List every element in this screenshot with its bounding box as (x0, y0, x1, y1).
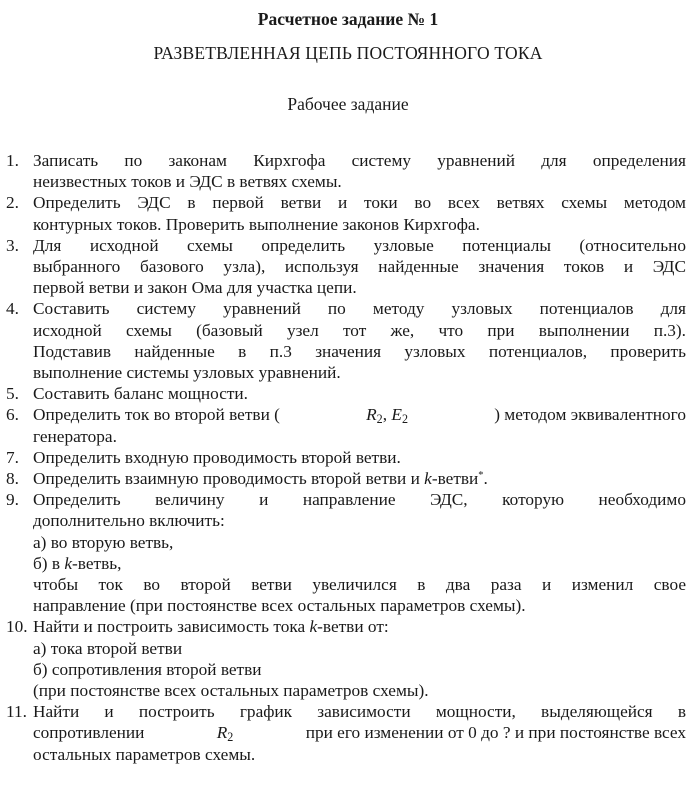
task-text-line: Определить величину и направление ЭДС, которую необходимо (33, 490, 686, 510)
task-text-line (33, 404, 686, 425)
task-text-line: Определить ЭДС в первой ветви и токи во всех ветвях схемы методом (33, 193, 686, 213)
task-text-line: (при постоянстве всех остальных параметров схемы). (33, 681, 429, 701)
task-text-line: дополнительно включить: (33, 511, 225, 531)
task-text-line: Для исходной схемы определить узловые потенциалы (относительно (33, 235, 686, 255)
task-item-2 (6, 192, 686, 234)
task-text-line: неизвестных токов и ЭДС в ветвях схемы. (33, 172, 342, 192)
task-text-segment: б) в (33, 553, 65, 573)
task-text-line: Найти и построить график зависимости мощности, выделяющейся в (33, 702, 686, 722)
task-number: 5. (6, 384, 19, 404)
task-item-10 (6, 616, 686, 701)
task-number: 2. (6, 193, 19, 213)
task-text-segment: -ветви от: (317, 617, 389, 637)
task-number: 4. (6, 299, 19, 319)
task-text-segment: ) методом эквивалентного (494, 405, 686, 425)
subscript-index: 2 (376, 412, 383, 427)
task-text-line: Определить входную проводимость второй ветви. (33, 447, 401, 467)
task-number: 7. (6, 447, 19, 467)
task-text-segment: -ветви (431, 469, 479, 489)
subscript-index: 2 (401, 412, 408, 427)
task-item-8 (6, 468, 686, 489)
task-text-line: Записать по законам Кирхгофа систему уравнений для определения (33, 151, 686, 170)
task-item-3 (6, 235, 686, 299)
task-text-line: Подставив найденные в п.3 значения узловых потенциалов, проверить (33, 341, 686, 361)
task-number: 3. (6, 235, 19, 255)
task-text-segment: Определить взаимную проводимость второй ветви и (33, 469, 425, 489)
task-number: 1. (6, 151, 19, 170)
task-text-line: исходной схемы (базовый узел тот же, что при выполнении п.3). (33, 320, 686, 340)
symbol-r: R (216, 723, 228, 743)
symbol-k: k (424, 469, 432, 489)
task-number: 11. (6, 702, 27, 722)
task-text-line: выбранного базового узла), используя найденные значения токов и ЭДС (33, 257, 686, 277)
task-number: 6. (6, 405, 19, 425)
task-text-segment: при его изменении от 0 до ? и при постоянстве всех (305, 723, 686, 743)
task-item-6 (6, 404, 686, 446)
document-title: Расчетное задание № 1 (257, 9, 439, 29)
task-item-1 (6, 150, 686, 192)
task-text-line: чтобы ток во второй ветви увеличился в два раза и изменил свое (33, 575, 686, 595)
task-text-segment: Определить ток во второй ветви ( (33, 405, 280, 425)
task-number: 8. (6, 469, 19, 489)
task-subitem-a: а) тока второй ветви (33, 638, 183, 658)
document-subtitle: РАЗВЕТВЛЕННАЯ ЦЕПЬ ПОСТОЯННОГО ТОКА (153, 43, 543, 63)
task-item-9 (6, 489, 686, 616)
task-text-line: Составить систему уравнений по методу узловых потенциалов для (33, 299, 686, 319)
task-subitem-b: б) сопротивления второй ветви (33, 659, 262, 679)
task-item-5 (6, 383, 686, 404)
task-text-line: выполнение системы узловых уравнений. (33, 363, 341, 383)
symbol-k: k (64, 553, 73, 573)
task-text-line: генератора. (33, 426, 117, 446)
task-number: 10. (6, 617, 28, 637)
task-text-line (33, 468, 686, 489)
task-text-segment: -ветвь, (72, 553, 122, 573)
subscript-index: 2 (227, 730, 234, 745)
task-item-7 (6, 447, 686, 468)
task-number: 9. (6, 490, 19, 510)
task-text-line: первой ветви и закон Ома для участка цепи. (33, 278, 357, 298)
task-text-line: контурных токов. Проверить выполнение законов Кирхгофа. (33, 214, 480, 234)
symbol-r: R (366, 405, 377, 425)
footnote-mark: * (478, 470, 484, 482)
separator: , (382, 405, 392, 425)
formula-r2 (217, 722, 234, 743)
task-text-line (33, 616, 686, 637)
formula-r2-e2 (366, 404, 408, 425)
task-text-line: остальных параметров схемы. (33, 744, 256, 764)
task-subitem-b (33, 553, 686, 574)
section-title: Рабочее задание (287, 94, 409, 114)
task-text-line: направление (при постоянстве всех остальных параметров схемы). (33, 596, 526, 616)
task-item-11 (6, 701, 686, 765)
task-text-line (33, 722, 686, 743)
task-text-segment: сопротивлении (33, 723, 145, 743)
task-text-line: Составить баланс мощности. (33, 384, 249, 404)
task-text-segment: . (483, 469, 488, 489)
symbol-k: k (309, 617, 318, 637)
task-subitem-a: а) во вторую ветвь, (33, 532, 174, 552)
task-text-segment: Найти и построить зависимость тока (33, 617, 310, 637)
task-item-4 (6, 298, 686, 383)
symbol-e: E (391, 405, 402, 425)
task-list (6, 150, 686, 765)
